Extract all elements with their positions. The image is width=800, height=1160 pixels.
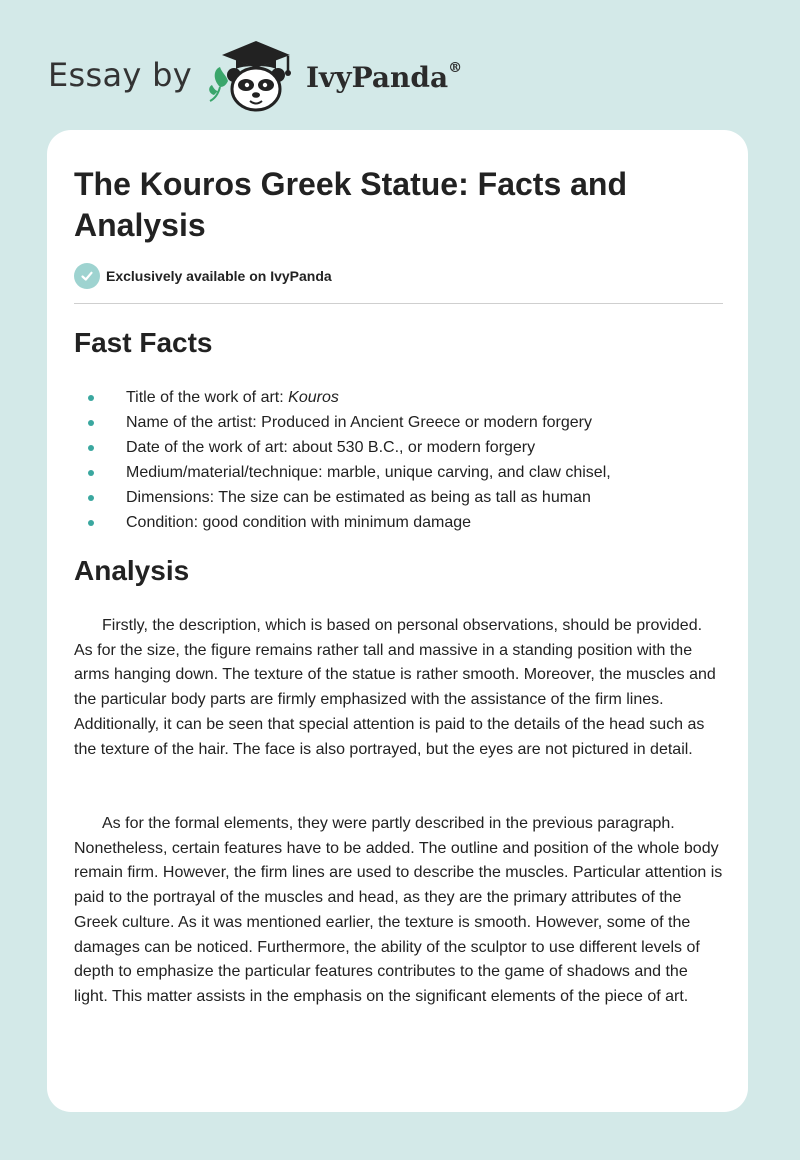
fast-facts-list	[74, 385, 724, 535]
article-card	[47, 130, 748, 1112]
ivy-leaf-icon	[209, 67, 228, 101]
page-title: The Kouros Greek Statue: Facts and Analysis	[74, 166, 628, 243]
site-header	[48, 30, 462, 120]
list-item: Title of the work of art: Kouros	[74, 385, 724, 410]
analysis-heading: Analysis	[74, 555, 190, 586]
exclusive-label: Exclusively available on IvyPanda	[106, 268, 332, 284]
fast-facts-heading: Fast Facts	[74, 327, 213, 358]
paragraph: Firstly, the description, which is based on personal observations, should be provided. As for the size, the figure remains rather tall and massive in a standing position with the arms hanging down. The texture of the statue is rather smooth. Moreover, the muscles and the particular body parts are firmly emphasized with the assistance of the firm lines. Additionally, it can be seen that special attention is paid to the details of the head such as the texture of the hair. The face is also portrayed, but the eyes are not pictured in detail.	[74, 617, 716, 758]
bullet-icon	[88, 495, 94, 501]
brand-name[interactable]: IvyPanda®	[305, 60, 463, 94]
exclusive-badge	[74, 263, 332, 289]
list-item: Dimensions: The size can be estimated as being as tall as human	[74, 485, 724, 510]
paragraph: As for the formal elements, they were partly described in the previous paragraph. Nonetheless, certain features have to be added. The outline and position of the whole body remain firm. However, the firm lines are used to describe the muscles. Particular attention is paid to the portrayal of the muscles and head, as they are the primary attributes of the Greek culture. As it was mentioned earlier, the texture is smooth. However, some of the damages can be noticed. Furthermore, the ability of the sculptor to use different levels of depth to emphasize the particular features contributes to the game of shadows and the light. This matter assists in the emphasis on the significant elements of the piece of art.	[74, 815, 723, 1005]
list-item: Medium/material/technique: marble, unique carving, and claw chisel,	[74, 460, 724, 485]
essay-by-label: Essay by	[48, 56, 192, 94]
bullet-icon	[88, 395, 94, 401]
list-item: Name of the artist: Produced in Ancient Greece or modern forgery	[74, 410, 724, 435]
divider	[74, 303, 723, 304]
bullet-icon	[88, 445, 94, 451]
registered-mark: ®	[448, 60, 463, 77]
check-icon	[74, 263, 100, 289]
bullet-icon	[88, 470, 94, 476]
bullet-icon	[88, 520, 94, 526]
panda-graduate-icon[interactable]	[206, 35, 302, 115]
list-item: Condition: good condition with minimum damage	[74, 510, 724, 535]
list-item: Date of the work of art: about 530 B.C., or modern forgery	[74, 435, 724, 460]
artwork-title: Kouros	[288, 389, 339, 406]
bullet-icon	[88, 420, 94, 426]
